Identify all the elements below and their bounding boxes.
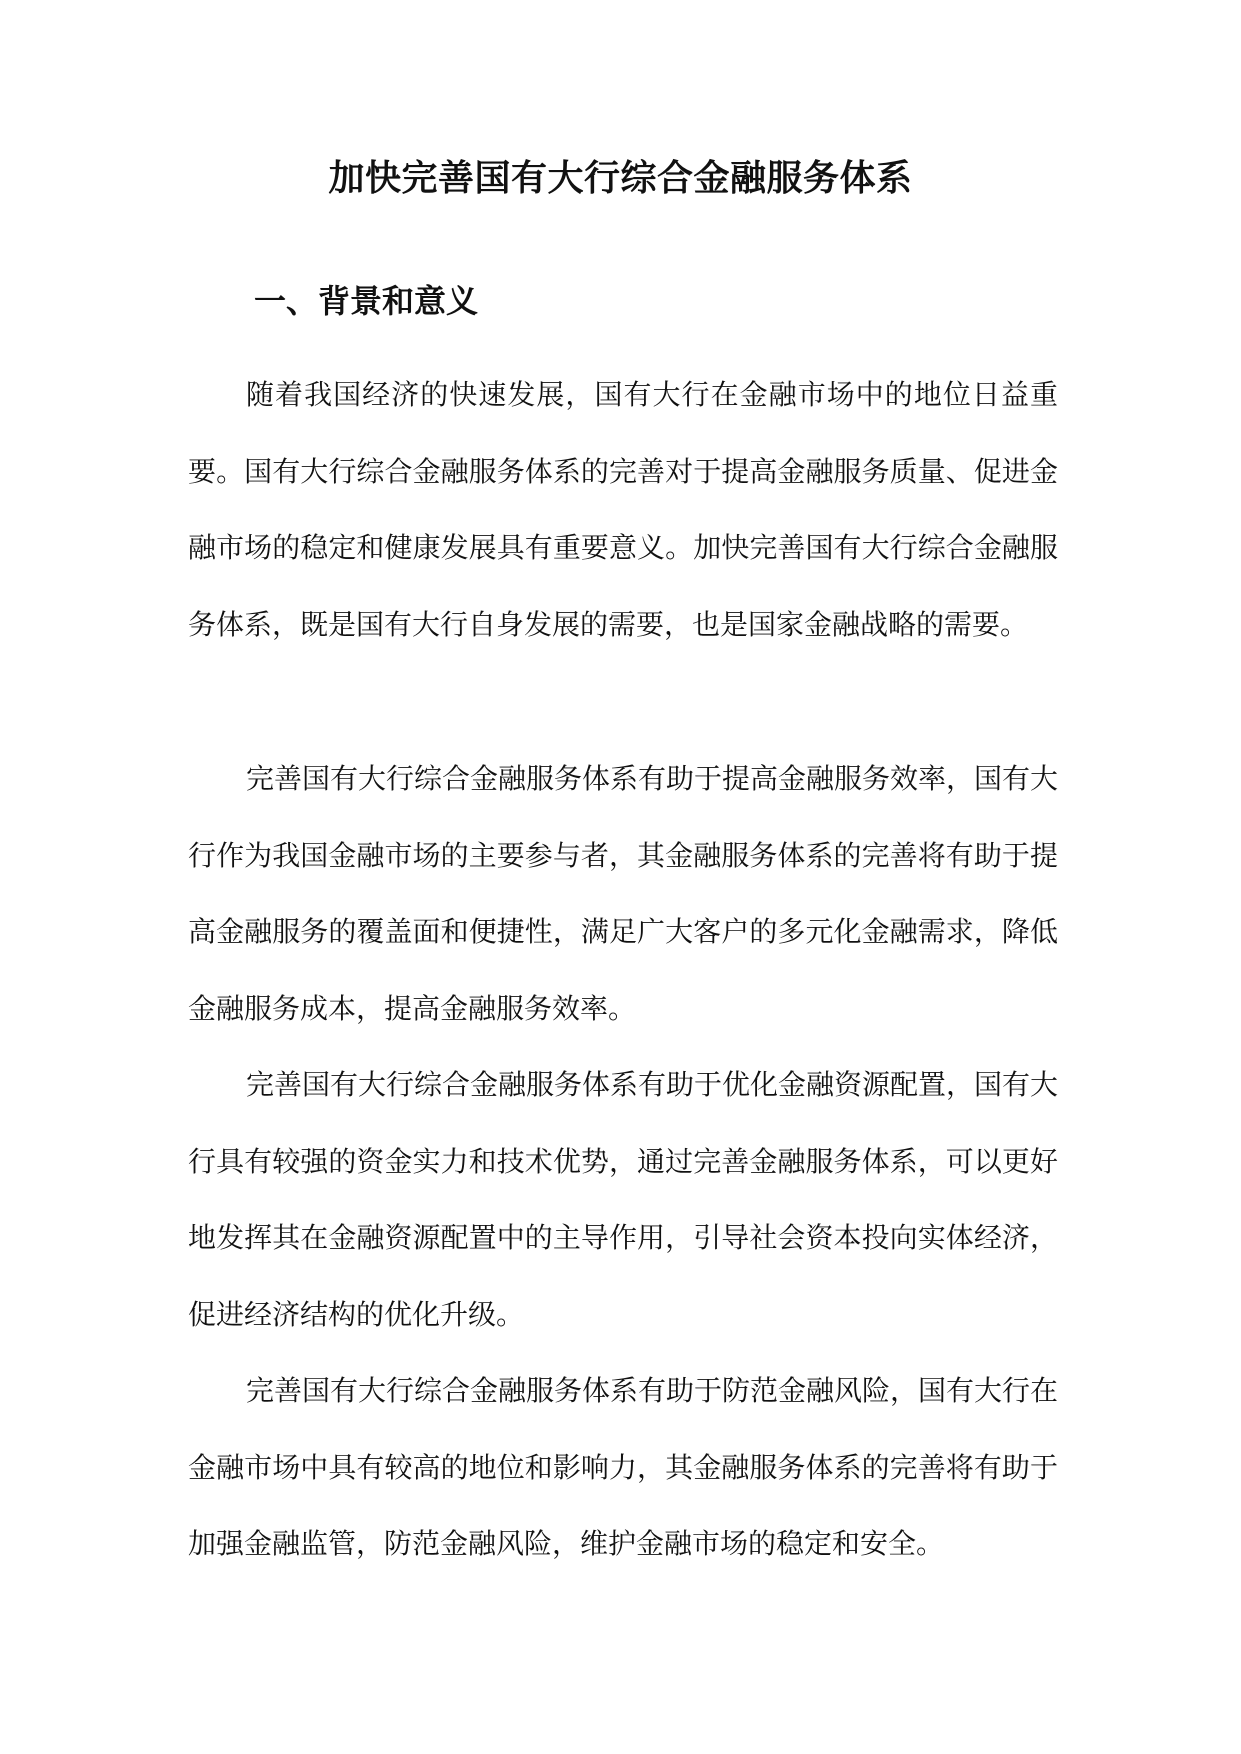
section-heading: 一、背景和意义 [254,282,479,320]
paragraph-4: 完善国有大行综合金融服务体系有助于防范金融风险，国有大行在金融市场中具有较高的地位和影响力，其金融服务体系的完善将有助于加强金融监管，防范金融风险，维护金融市场的稳定和安全。 [188,1374,1059,1561]
paragraph-2: 完善国有大行综合金融服务体系有助于提高金融服务效率，国有大行作为我国金融市场的主要参与者，其金融服务体系的完善将有助于提高金融服务的覆盖面和便捷性，满足广大客户的多元化金融需求，降低金融服务成本，提高金融服务效率。 [188,762,1059,1025]
paragraph-3: 完善国有大行综合金融服务体系有助于优化金融资源配置，国有大行具有较强的资金实力和技术优势，通过完善金融服务体系，可以更好地发挥其在金融资源配置中的主导作用，引导社会资本投向实体经济，促进经济结构的优化升级。 [188,1068,1059,1331]
paragraph-1: 随着我国经济的快速发展，国有大行在金融市场中的地位日益重要。国有大行综合金融服务体系的完善对于提高金融服务质量、促进金融市场的稳定和健康发展具有重要意义。加快完善国有大行综合金融服务体系，既是国有大行自身发展的需要，也是国家金融战略的需要。 [188,378,1058,641]
document-title: 加快完善国有大行综合金融服务体系 [328,157,913,199]
